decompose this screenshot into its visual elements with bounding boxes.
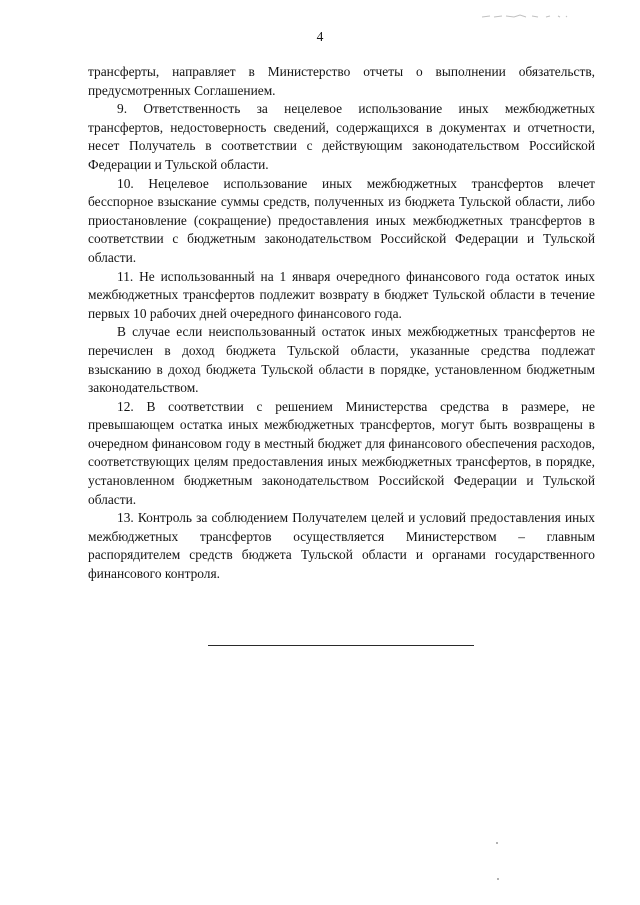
- paragraph-8-continuation: трансферты, направляет в Министерство отчеты о выполнении обязательств, предусмотренных Соглашением.: [88, 64, 595, 98]
- paragraph-13: 13. Контроль за соблюдением Получателем целей и условий предоставления иных межбюджетных трансфертов осуществляется Министерством – главным распорядителем средств бюджета Тульской области и органами государственного финансового контроля.: [88, 510, 595, 582]
- paragraph-9: 9. Ответственность за нецелевое использование иных межбюджетных трансфертов, недостоверность сведений, содержащихся в документах и отчетности, несет Получатель в соответствии с действующим законодательством Российской Федерации и Тульской области.: [88, 101, 595, 172]
- paragraph-11-second-part: В случае если неиспользованный остаток иных межбюджетных трансфертов не перечислен в доход бюджета Тульской области, указанные средства подлежат взысканию в доход бюджета Тульской области в порядке, установленном бюджетным законодательством.: [88, 324, 595, 396]
- scan-speck: [497, 878, 499, 880]
- page-number: 4: [316, 29, 324, 44]
- paragraph-10: 10. Нецелевое использование иных межбюджетных трансфертов влечет бесспорное взыскание суммы средств, полученных из бюджета Тульской области, либо приостановление (сокращение) предоставления иных межбюджетных трансфертов в соответствии с бюджетным законодательством Российской Федерации и Тульской области.: [88, 175, 595, 265]
- paragraph-12: 12. В соответствии с решением Министерства средства в размере, не превышающем остатка иных межбюджетных трансфертов, могут быть возвращены в очередном финансовом году в местный бюджет для финансового обеспечения расходов, соответствующих целям предоставления иных межбюджетных трансфертов, в порядке, установленном бюджетным законодательством Российской Федерации и Тульской области.: [88, 398, 595, 507]
- scan-speck: [496, 842, 498, 844]
- end-of-document-rule: [208, 645, 474, 646]
- document-body: [88, 63, 595, 584]
- paragraph-11: 11. Не использованный на 1 января очередного финансового года остаток иных межбюджетных трансфертов подлежит возврату в бюджет Тульской области в течение первых 10 рабочих дней очередного финансового года.: [88, 268, 595, 321]
- scan-artifact-mark: [480, 6, 568, 12]
